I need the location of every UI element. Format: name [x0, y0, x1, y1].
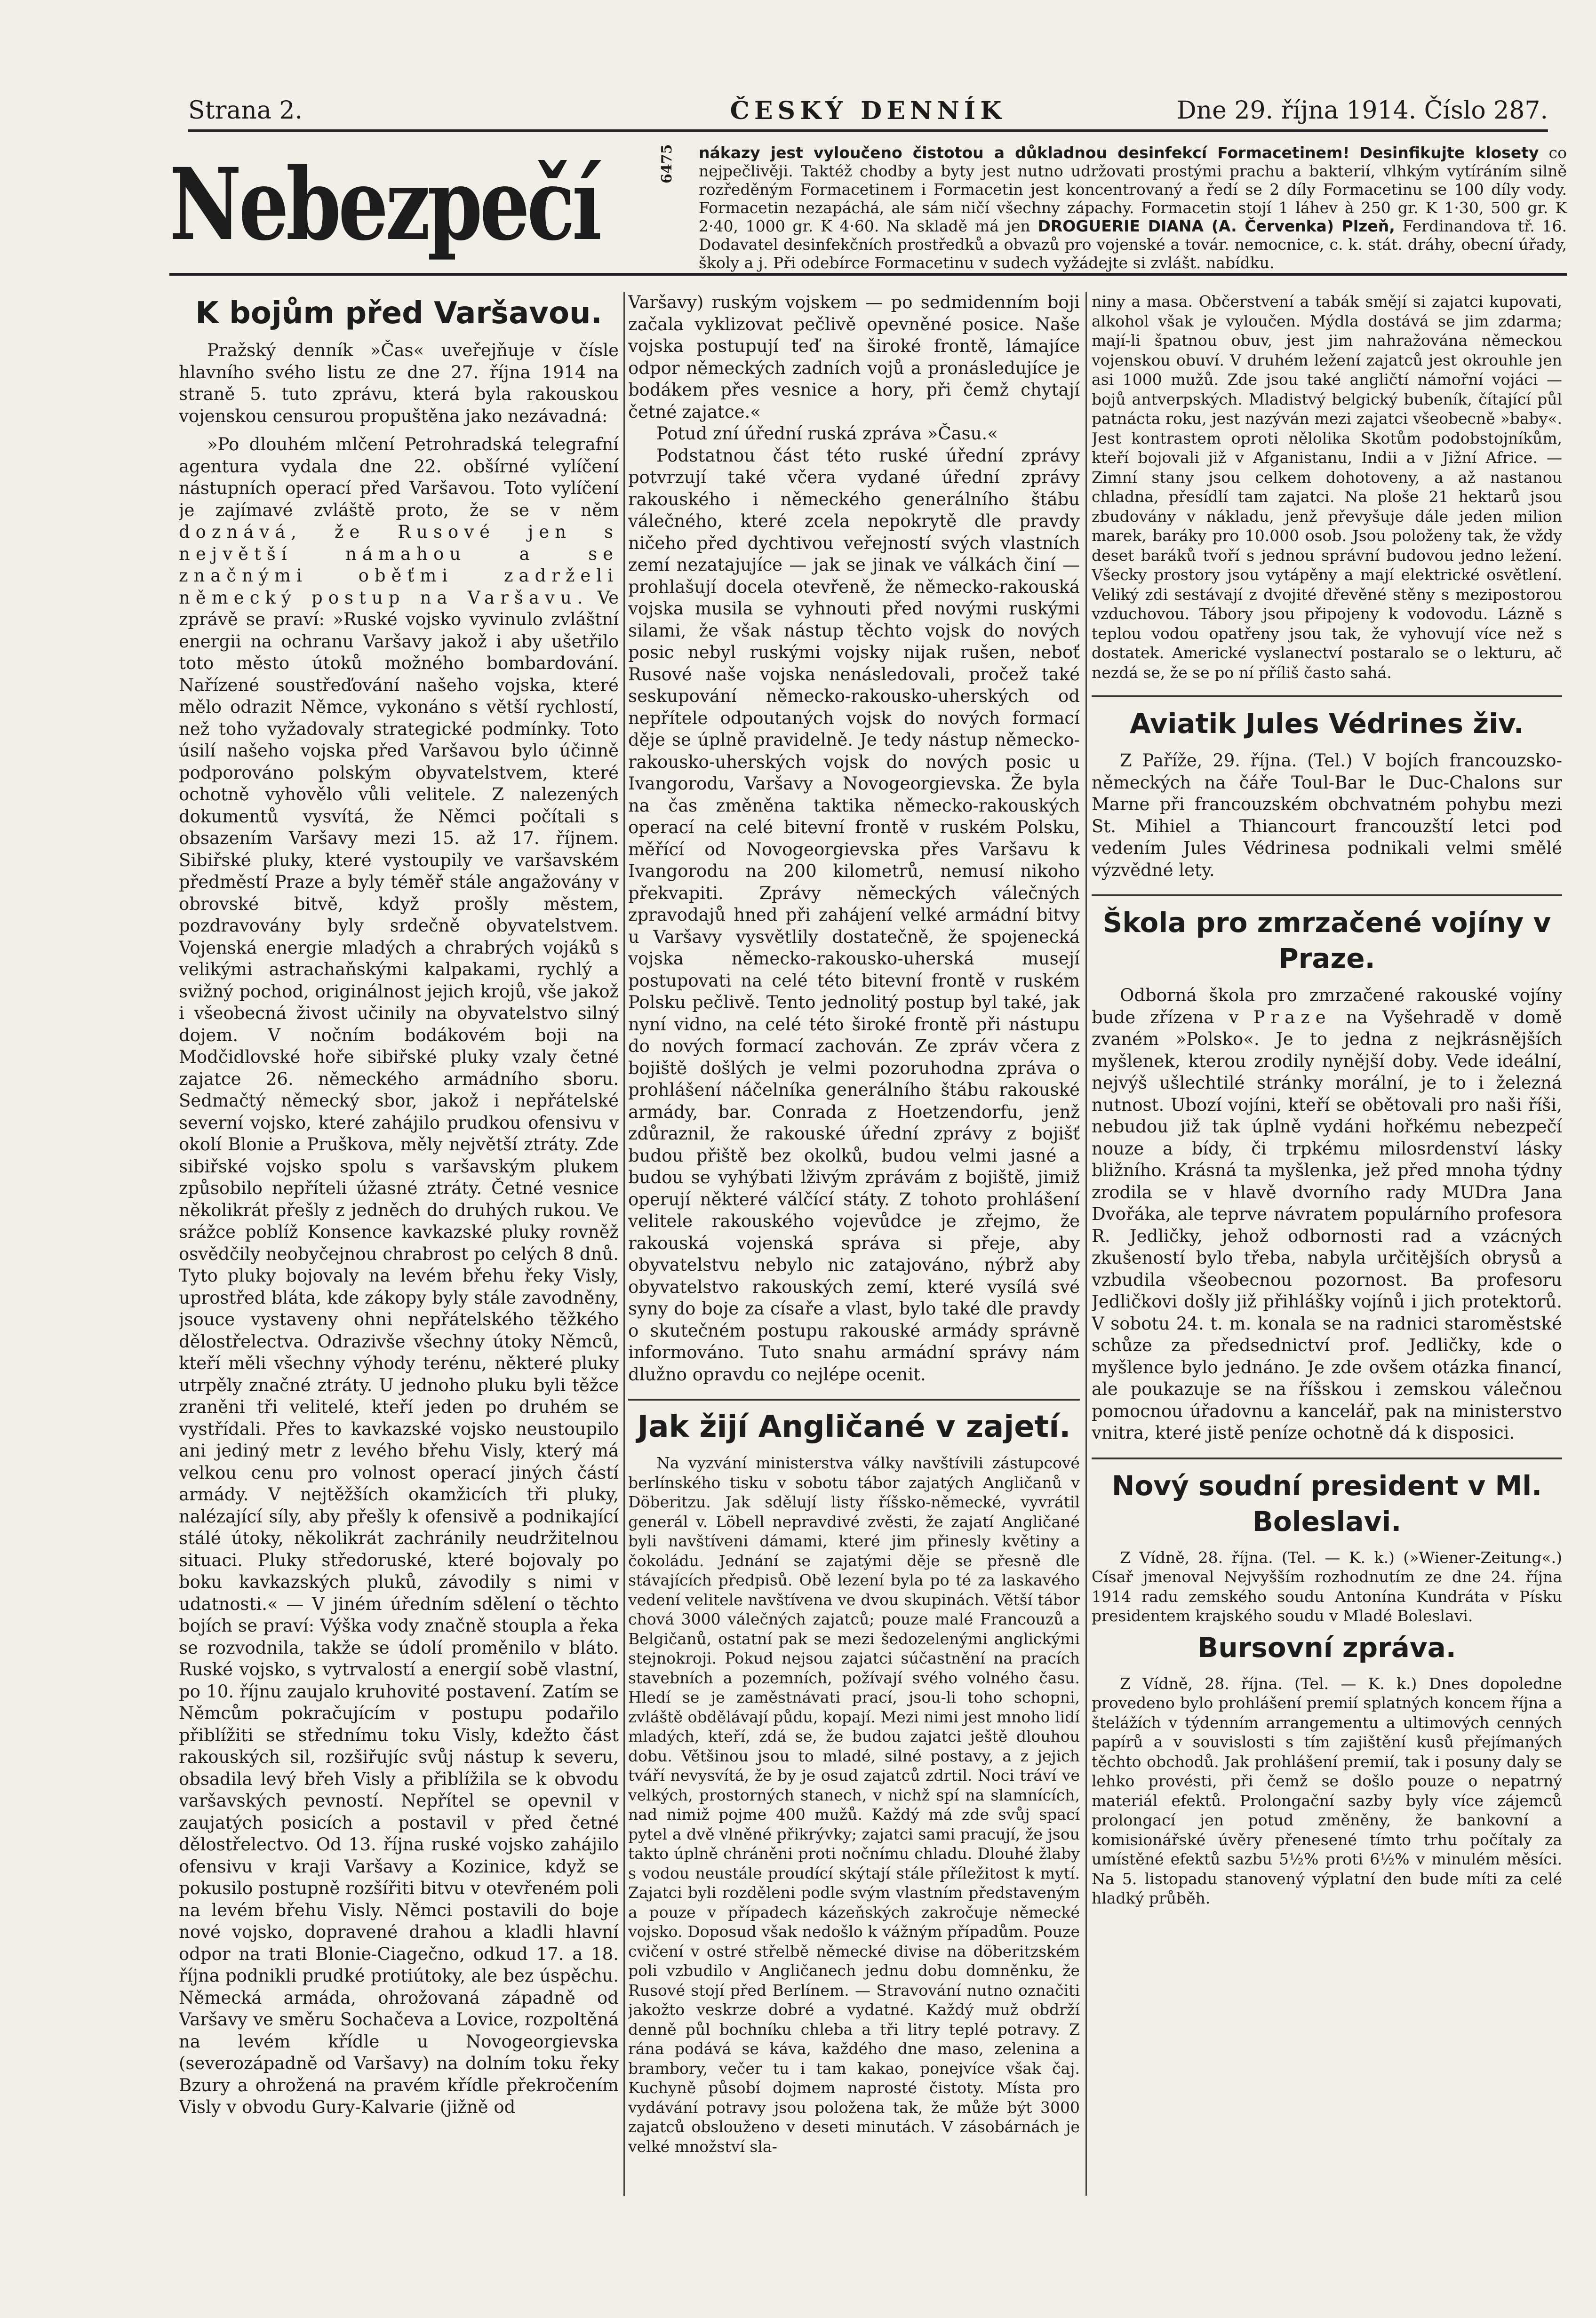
section-divider — [1092, 695, 1562, 697]
article-paragraph: Varšavy) ruským vojskem — po sedmidenním boji začala vyklizovat pečlivě opevněné posice. Naše vojska postupují teď na široké frontě, lámajíce odpor německých zadních vojů a pronásledujíce je bodákem přes vesnice a hory, při čemž chytají četné zajatce.« — [628, 292, 1080, 422]
section-divider — [1092, 894, 1562, 896]
ad-text-2: co nejpečlivěji. Taktéž chodby a byty jest nutno udržovati prostými prachu a bakterií, vlhkým vytíráním silně rozředěným Formacetinem i Formacetin jest koncentrovaný a ředí se 2 díly Formacetinu se 100 díly vody. Formacetin nezapáchá, ale sám ničí všechny zápachy. Formacetin stojí 1 láhev à 250 gr. K 1·30, 500 gr. K 2·40, 1000 gr. K 4·60. Na skladě má jen — [699, 143, 1567, 235]
headline-skola: Škola pro zmrzačené vojíny v Praze. — [1102, 907, 1551, 974]
ad-logo: Nebezpečí — [169, 146, 599, 263]
column-2 — [628, 292, 1080, 2196]
page-header — [188, 96, 1548, 132]
article-text: na Vyšehradě v domě zvaném »Polsko«. Je to jedna z nejkrásnějších myšlenek, kterou zrodily nynější doby. Vede ideální, nejvýš ušlechtilé stránky morální, je to i železná nutnost. Ubozí vojíni, kteří se obětovali pro naši říši, nebudou již tak úplně vydáni hořkému nebezpečí nouze a bídy, či trpkému milosrdenství lásky bližního. Krásná ta myšlenka, jež před mnoha týdny zrodila se v hlavě dvorního rady MUDra Jana Dvořáka, ale teprve návratem populárního profesora R. Jedličky, jehož odbornosti rad a vzácných zkušeností bylo třeba, nabyla určitějších obrysů a vzbudila všeobecnou pozornost. Ba profesoru Jedličkovi došly již přihlášky vojínů i jich protektorů. V sobotu 24. t. m. konala se na radnici staroměstské schůze za předsednictví prof. Jedličky, kde o myšlence bylo jednáno. Je zde ovšem otázka financí, ale poukazuje se na říšskou i zemskou válečnou pomocnou úřadovnu a kancelář, pak na ministerstvo vnitra, které jistě peníze ochotně dá k disposici. — [1092, 1007, 1562, 1443]
article-intro: Pražský denník »Čas« uveřejňuje v čísle hlavního svého listu ze dne 27. října 1914 na straně 5. tuto zprávu, která byla rakouskou vojenskou censurou propuštěna jako nezávadná: — [179, 340, 619, 426]
issue-date: Dne 29. října 1914. Číslo 287. — [1176, 96, 1548, 125]
article-paragraph: Podstatnou část této ruské úřední zprávy potvrzují také včera vydané úřední zprávy rakouského i německého generálního štábu válečného, které zcela nepokrytě dle pravdy ničeho před dychtivou veřejností svých vlastních zemí nezatajujíce — jak se jinak ve válkách činí — prohlašují docela otevřeně, že německo-rakouská vojska musila se vyhnouti před novými ruskými silami, že však nástup těchto vojsk do nových posic nebyl ruskými vojsky nijak rušen, neboť Rusové naše vojska nenásledovali, pročež také seskupování německo-rakousko-uherských od nepřítele odpoutaných vojsk do nových formací děje se úplně pravidelně. Je tedy nástup německo-rakousko-uherských vojsk do nových posic u Ivangorodu, Varšavy a Novogeorgievska. Že byla na čas změněna taktika německo-rakouských operací na celé bitevní frontě v ruském Polsku, měřící od Novogeorgievska přes Varšavu k Ivangorodu na 200 kilometrů, nemusí nikoho překvapiti. Zprávy německých válečných zpravodajů hned při zahájení velké armádní bitvy u Varšavy vysvětlily dostatečně, že spojenecká vojska německo-rakousko-uherská musejí postupovati na celé této bitevní frontě v ruském Polsku pečlivě. Tento jednolitý postup byl také, jak nyní vidno, na celé této široké frontě při nástupu do nových formací zachován. Ze zpráv včera z bojiště došlých je velmi pozoruhodna zpráva o prohlášení náčelníka generálního štábu rakouské armády, bar. Conrada z Hoetzendorfu, jenž zdůraznil, že rakouské úřední zprávy z bojišť budou přiště bez okolků, budou velmi jasné a budou se vyhýbati lživým zprávám z bojiště, jimiž operují některé válčící státy. Z tohoto prohlášení velitele rakouského vojevůdce je zřejmo, že rakouská vojenská správa si přeje, aby obyvatelstvu nebylo nic zatajováno, nýbrž aby obyvatelstvo rakouských zemí, které vysílá své syny do boje za císaře a vlast, bylo také dle pravdy o skutečném postupu rakouské armády správně informováno. Tuto snahu armádní správy nám dlužno opravdu co nejlépe ocenit. — [628, 445, 1080, 1385]
section-divider — [628, 1399, 1080, 1401]
ad-text-bold: Desinfikujte klosety — [1359, 143, 1539, 162]
article-text-spaced: Praze — [1253, 1007, 1332, 1028]
article-paragraph: Potud zní úřední ruská zpráva »Času.« — [656, 423, 998, 444]
column-rule-1 — [623, 292, 625, 2196]
headline-vedrines: Aviatik Jules Védrines živ. — [1130, 708, 1524, 740]
page-number: Strana 2. — [188, 96, 303, 125]
article-paragraph: Z Paříže, 29. října. (Tel.) V bojích francouzsko-německých na čáře Toul-Bar le Duc-Chalons sur Marne při francouzském obchvatném pohybu mezi St. Mihiel a Thiancourt francouzští letci pod vedením Jules Védrinesa podnikali velmi smělé výzvědné lety. — [1092, 750, 1562, 880]
article-paragraph — [1092, 985, 1562, 1444]
article-paragraph: Na vyzvání ministerstva války navštívili zástupcové berlínského tisku v sobotu tábor zajatých Angličanů v Döberitzu. Jak sdělují listy říšsko-německé, vyvrátil generál v. Löbell nepravdivé zvěsti, že zajatí Angličané byli navštíveni dámami, které jim přinesly květiny a čokoládu. Jednání se zajatými děje se přesně dle stávajících předpisů. Obě lezení byla po té za laskavého vedení velitele navštívena ve dvou skupinách. Větší tábor chová 3000 válečných zajatců; pouze malé Francouzů a Belgičanů, ostatní pak se mezi šedozelenými anglickými stejnokroji. Pokud nejsou zajatci súčastnění na pracích stavebních a pozemních, požívají svého volného času. Hledí se je zaměstnávati prací, jsou-li toho schopni, zvláště obdělávají půdu, kopají. Mezi nimi jest mnoho lidí mladých, kteří, zdá se, že budou zajatci ještě dlouhou dobu. Většinou jsou to mladé, silné postavy, a z jejich tváří nevysvítá, že by je osud zajatců zdrtil. Noci tráví ve velkých, prostorných stanech, v nichž spí na slamnících, nad nimiž pojme 400 mužů. Každý má zde svůj spací pytel a dvě vlněné přikrývky; zajatci sami pracují, že jsou takto úplně chráněni proti nočnímu chladu. Dlouhé žlaby s vodou neustále proudící skýtají stále příležitost k mytí. Zajatci byli rozděleni podle svým vlastním představeným a pouze v případech kázeňských zakročuje německé vojsko. Doposud však nedošlo k vážným případům. Pouze cvičení v ostré střelbě německé divise na döberitzském poli vzbudilo v Angličanech jednu dobu domněnku, že Rusové stojí před Berlínem. — Stravování nutno označiti jakožto veskrze dobré a vydatné. Každý muž obdrží denně půl bochníku chleba a tři litry teplé potravy. Z rána podává se káva, každého dne maso, zelenina a brambory, večer tu i tam kakao, ponejvíce však čaj. Kuchyně působí dojmem naprosté čistoty. Místa pro vydávání potravy jsou položena tak, že může být 3000 zajatců obslouženo v deseti minutách. V zásobárnách je velké množství sla- — [628, 1454, 1080, 2156]
article-text-spaced: doznává, že Rusové jen s největší námahou a se značnými oběťmi zadrželi německý postup na Varšavu. — [179, 522, 619, 608]
ad-text-1: nákazy jest vyloučeno čistotou a důkladnou desinfekcí Formacetinem! — [699, 143, 1350, 162]
headline-president: Nový soudní president v Ml. Boleslavi. — [1111, 1469, 1542, 1537]
advertisement-formacetin — [169, 141, 1567, 276]
article-paragraph: Z Vídně, 28. října. (Tel. — K. k.) Dnes dopoledne provedeno bylo prohlášení premií splatných koncem října a štelážích v týdenním arrangementu a ultimových cenných papírů a v souvislosti s tím zajištění kusů přejímaných těchto obchodů. Jak prohlášení premií, tak i posuny daly se lehko provésti, při čemž se došlo pouze o nepatrný materiál efektů. Prolongační sazby byly více zájemců prolongací jen potud změněny, že bankovní a komisionářské úvěry přenesené tímto trhu počítaly za umístěné efektů sazbu 5½% proti 6½% v minulém měsíci. Na 5. listopadu stanovený výplatní den bude míti za celé hladký průběh. — [1092, 1674, 1562, 1907]
ad-number: 6475 — [659, 144, 675, 183]
column-rule-2 — [1085, 292, 1087, 2196]
headline-anglicane: Jak žijí Angličané v zajetí. — [637, 1410, 1071, 1444]
article-paragraph: Z Vídně, 28. října. (Tel. — K. k.) (»Wiener-Zeitung«.) Císař jmenoval Nejvyšším rozhodnutím ze dne 24. října 1914 radu zemského soudu Antonína Kundráta v Písku presidentem krajského soudu v Mladé Boleslavi. — [1092, 1548, 1562, 1625]
article-paragraph: niny a masa. Občerstvení a tabák smějí si zajatci kupovati, alkohol však je vyloučen. Mýdla dostává se jim zdarma; mají-li špatnou obuv, jest jim nahražována německou vojenskou obuví. V druhém ležení zajatců jest okrouhle jen asi 1000 mužů. Zde jsou také angličtí námořní vojáci — bojů antverpských. Mladistvý belgický bubeník, čítající půl patnácta roku, jest nazýván mezi zajatci všeobecně »baby«. Jest kontrastem oproti nělolika Skotům podobstojníkům, kteří bojovali již v Afganistanu, Indii a v Jižní Africe. — Zimní stany jsou celkem dohotoveny, a až nastanou chladna, přesídlí tam zajatci. Na ploše 21 hektarů jsou zbudovány v nákladu, jenž převyšuje dále jeden milion marek, baráky pro 10.000 osob. Jsou položeny tak, že vždy deset baráků tvoří s jednou správní budovou jedno ležení. Všecky prostory jsou vytápěny a mají elektrické osvětlení. Veliký zdi sestávají z dvojité dřevěné stěny s mezipostorou vzduchovou. Tábory jsou připojeny k vodovodu. Lázně s teplou vodou opatřeny jsou tak, že vyhovují více než s dostatek. Americké vyslanectví postaralo se o lekturu, ač nezdá se, že se po ní příliš často sahá. — [1092, 292, 1562, 682]
ad-body — [699, 143, 1567, 272]
section-divider — [1092, 1458, 1562, 1459]
headline-bursovni: Bursovní zpráva. — [1197, 1631, 1456, 1664]
article-paragraph — [179, 434, 619, 2119]
headline-varsava: K bojům před Varšavou. — [195, 296, 602, 331]
masthead-title: ČESKÝ DENNÍK — [730, 96, 1006, 125]
article-text: »Po dlouhém mlčení Petrohradská telegrafní agentura vydala dne 22. obšírné vylíčení nástupních operací před Varšavou. Toto vylíčení je zajímavé zvláště proto, že se v něm — [179, 434, 619, 520]
article-text: Odborná škola pro zmrzačené rakouské vojíny bude zřízena v — [1092, 985, 1562, 1028]
ad-text-bold-2: DROGUERIE DIANA (A. Červenka) Plzeň, — [1037, 217, 1395, 235]
column-1 — [179, 292, 619, 2196]
ad-text-3: Ferdinandova tř. 16. Dodavatel desinfekčních prostředků a obvazů pro vojenské a továr. nemocnice, c. k. stát. dráhy, obecní úřady, školy a j. Při odebírce Formacetinu v sudech vyžádejte si zvlášt. nabídku. — [699, 217, 1567, 272]
article-text: Ve zprávě se praví: »Ruské vojsko vyvinulo zvláštní energii na ochranu Varšavy jakož i aby ušetřilo toto město útoků možného bombardování. Nařízené soustřeďování našeho vojska, které mělo odrazit Němce, vykonáno s větší rychlostí, než toho vyžadovaly strategické podmínky. Toto úsilí našeho vojska před Varšavou bylo účinně podporováno polským obyvatelstvem, které ochotně vyhovělo vůli velitele. Z nalezených dokumentů vysvítá, že Němci počítali s obsazením Varšavy mezi 15. až 17. říjnem. Sibiřské pluky, které vystoupily ve varšavském předměstí Praze a byly téměř stále angažovány v obrovské bitvě, když prošly městem, pozdravovány byly srdečně obyvatelstvem. Vojenská energie mladých a chrabrých vojáků s velikými astrachaňskými kalpakami, rychlý a svižný pochod, originálnost jejich krojů, vše jakož i všeobecná živost učinily na obyvatelstvo silný dojem. V nočním bodákovém boji na Modčidlovské hoře sibiřské pluky vzaly četné zajatce 26. německého armádního sboru. Sedmačtý německý sbor, jakož i nepřátelské severní vojsko, které zahájilo prudkou ofensivu v okolí Blonie a Pruškova, měly největší ztráty. Zde sibiřské vojsko spolu s varšavským plukem způsobilo nepříteli úžasné ztráty. Četné vesnice několikrát přešly z jedněch do druhých rukou. Ve srážce poblíž Konsence kavkazské pluky rovněž osvědčily neobyčejnou chrabrost po celých 8 dnů. Tyto pluky bojovaly na levém břehu řeky Visly, uprostřed bláta, kde zákopy byly stále zavodněny, jsouce vystaveny ohni nepřátelského těžkého dělostřelectva. Odrazivše všechny útoky Němců, kteří měli všechny výhody terénu, některé pluky utrpěly značné ztráty. U jednoho pluku byli těžce zraněni tři velitelé, kteří jeden po druhém se vystřídali. Přes to kavkazské vojsko neustoupilo ani jediný metr z levého břehu Visly, který má velkou cenu pro volnost operací jiných částí armády. V nejtěžších okamžicích tři pluky, nalézající síly, aby přešly k ofensivě a podnikající stálé útoky, několikrát zachránily neudržitelnou situaci. Pluky středoruské, které bojovaly po boku kavkazských pluků, závodily s nimi v udatnosti.« — V jiném úředním sdělení o těchto bojích se praví: Výška vody značně stoupla a řeka se rozvodnila, takže se údolí proměnilo v bláto. Ruské vojsko, s vytrvalostí a energií sobě vlastní, po 10. říjnu zaujalo kruhovité postavení. Zatím se Němcům pokračujícím v postupu podařilo přiblížiti se střednímu toku Visly, kdežto část rakouských sil, rozšiřujíc svůj nástup k severu, obsadila levý břeh Visly a přiblížila se k obvodu varšavských pevností. Nepřítel se opevnil v zaujatých posicích a postavil v před četné dělostřelectvo. Od 13. října ruské vojsko zahájilo ofensivu v kraji Varšavy a Kozinice, když se pokusilo postupně rozšířiti bitvu v otevřeném poli na levém břehu Visly. Němci postavili do boje nové vojsko, dopravené drahou a kladli hlavní odpor na trati Blonie-Ciagečno, odkud 17. a 18. října podnikli prudké protiútoky, ale bez úspěchu. Německá armáda, ohrožovaná západně od Varšavy ve směru Sochačeva a Lovice, rozpoltěná na levém křídle u Novogeorgievska (severozápadně od Varšavy) na dolním toku řeky Bzury a ohrožená na pravém křídle překročením Visly v obvodu Gury-Kalvarie (jižně od — [179, 587, 619, 2117]
column-3 — [1092, 292, 1562, 2196]
